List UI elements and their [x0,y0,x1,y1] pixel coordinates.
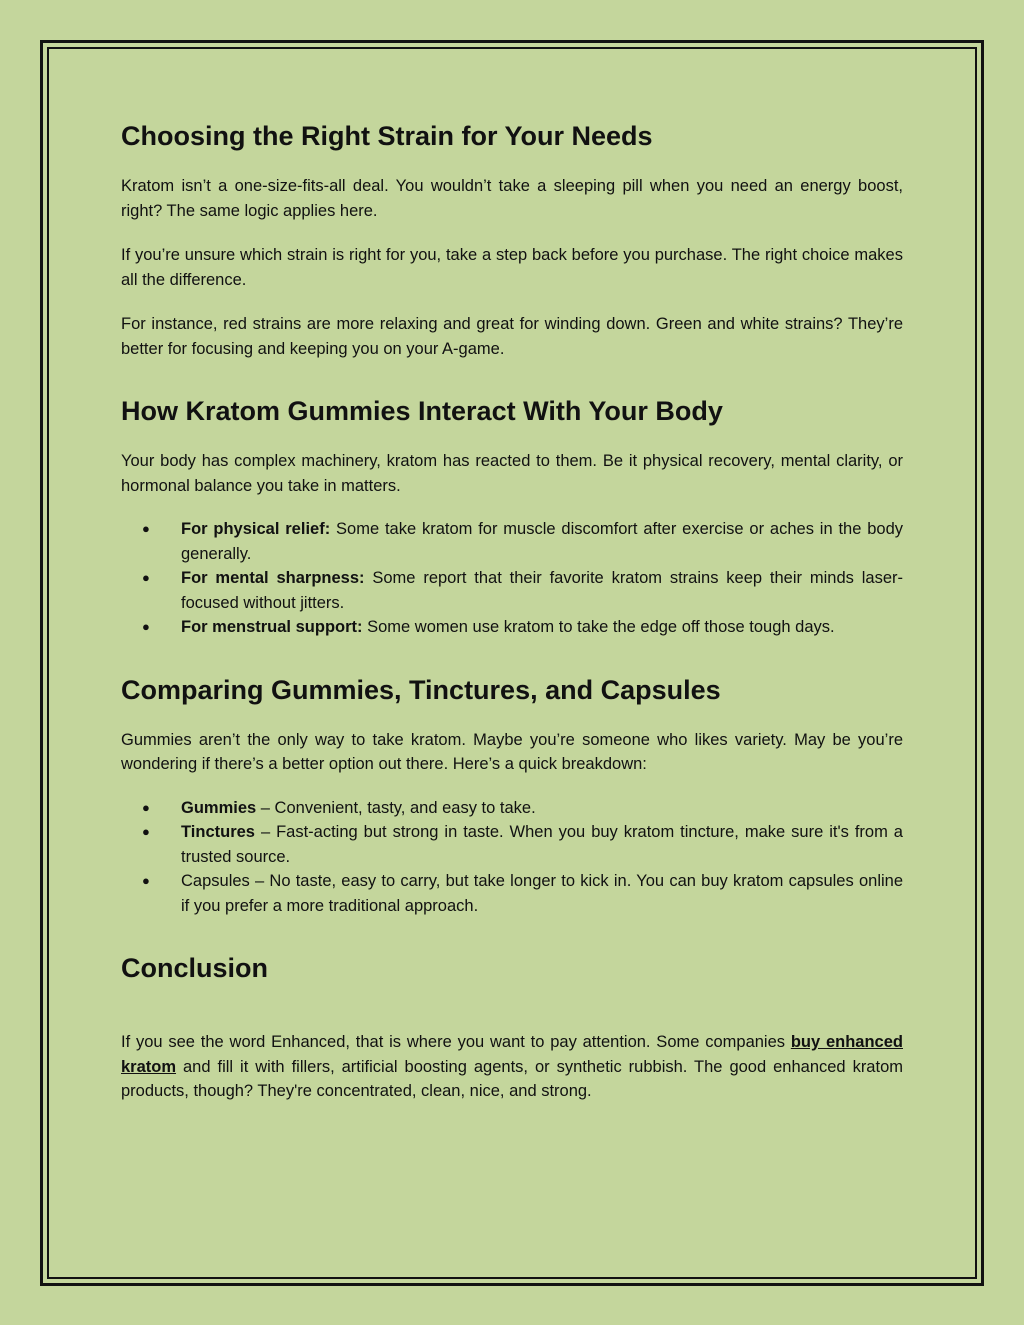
list-item-label: For physical relief: [181,520,331,538]
bullet-list-effects [121,517,903,640]
section-heading-strain: Choosing the Right Strain for Your Needs [121,121,653,151]
section-heading-conclusion: Conclusion [121,953,268,983]
section-heading-body: How Kratom Gummies Interact With Your Body [121,396,723,426]
list-item-text: Some report that their favorite kratom strains keep their minds laser-focused without jitters. [181,569,903,612]
paragraph: Gummies aren’t the only way to take kratom. Maybe you’re someone who likes variety. May be you’re wondering if there’s a better option out there. Here’s a quick breakdown: [121,730,903,773]
list-item [121,517,903,566]
list-item [121,796,903,821]
bullet-icon: ● [142,873,150,888]
paragraph: Kratom isn’t a one-size-fits-all deal. You wouldn’t take a sleeping pill when you need an energy boost, right? The same logic applies here. [121,177,903,220]
list-item-text: – Convenient, tasty, and easy to take. [256,798,536,817]
list-item [121,615,903,640]
bullet-icon: ● [142,570,150,585]
paragraph: If you’re unsure which strain is right for you, take a step back before you purchase. The right choice makes all the difference. [121,246,903,289]
list-item [121,566,903,615]
bullet-list-forms [121,796,903,919]
bullet-icon: ● [142,824,150,839]
list-item-text: Some take kratom for muscle discomfort after exercise or aches in the body generally. [181,520,903,563]
bullet-icon: ● [142,619,150,634]
list-item-label: For menstrual support: [181,618,363,636]
paragraph-text: If you see the word Enhanced, that is where you want to pay attention. Some companies [121,1033,791,1051]
paragraph: Your body has complex machinery, kratom has reacted to them. Be it physical recovery, mental clarity, or hormonal balance you take in matters. [121,452,903,495]
bullet-icon: ● [142,521,150,536]
section-heading-comparison: Comparing Gummies, Tinctures, and Capsules [121,674,721,705]
list-item-label: Tinctures [181,823,255,841]
list-item-text: Capsules – No taste, easy to carry, but take longer to kick in. You can buy kratom capsules online if you prefer a more traditional approach. [181,872,903,915]
list-item [121,869,903,918]
list-item-text: – Fast-acting but strong in taste. When you buy kratom tincture, make sure it's from a trusted source. [181,823,903,866]
paragraph-text: and fill it with fillers, artificial boosting agents, or synthetic rubbish. The good enhanced kratom products, though? They're concentrated, clean, nice, and strong. [121,1057,903,1100]
list-item-label: For mental sharpness: [181,569,365,587]
list-item-label: Gummies [181,798,257,817]
document-body [121,112,903,1104]
paragraph: For instance, red strains are more relaxing and great for winding down. Green and white strains? They’re better for focusing and keeping you on your A-game. [121,315,903,358]
bullet-icon: ● [142,799,150,815]
conclusion-paragraph [121,1030,903,1104]
buy-enhanced-kratom-link[interactable]: buy enhanced kratom [121,1033,903,1076]
list-item [121,820,903,869]
list-item-text: Some women use kratom to take the edge off those tough days. [362,618,835,636]
